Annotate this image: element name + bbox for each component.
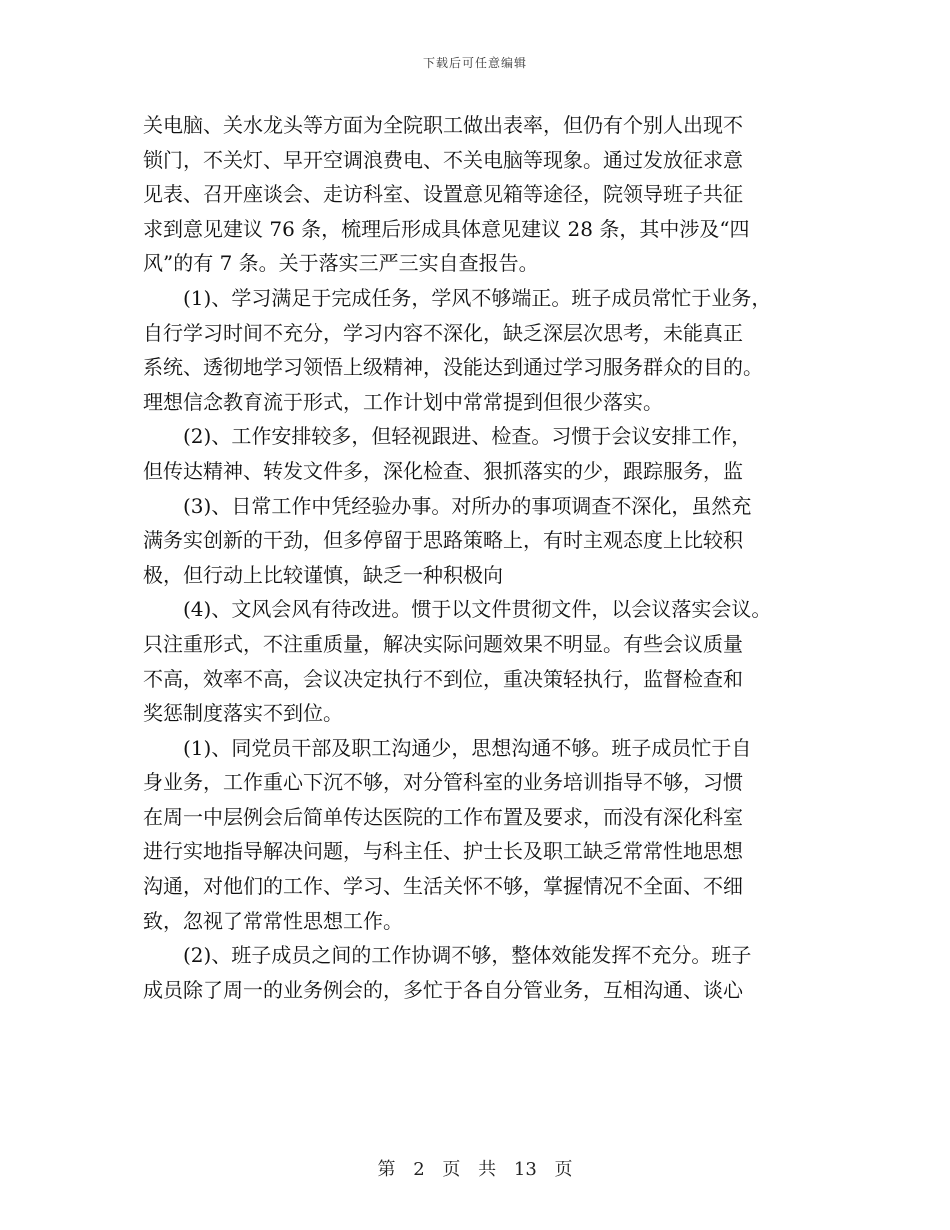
paragraph-line: 不高，效率不高，会议决定执行不到位，重决策轻执行，监督检查和 — [143, 666, 743, 691]
paragraph-line: 关电脑、关水龙头等方面为全院职工做出表率，但仍有个别人出现不 — [143, 113, 743, 137]
footer-label-prefix: 第 — [377, 1159, 396, 1180]
paragraph-line: 求到意见建议 76 条，梳理后形成具体意见建议 28 条，其中涉及“四 — [143, 216, 750, 241]
paragraph-line: (4)、文风会风有待改进。惯于以文件贯彻文件，以会议落实会议。 — [183, 597, 772, 622]
paragraph-line: 自行学习时间不充分，学习内容不深化，缺乏深层次思考，未能真正 — [143, 320, 743, 345]
paragraph-line: 但传达精神、转发文件多，深化检查、狠抓落实的少，跟踪服务，监 — [143, 458, 743, 483]
body-paragraph — [143, 938, 833, 1007]
document-body — [143, 108, 833, 1007]
paragraph-line: 系统、透彻地学习领悟上级精神，没能达到通过学习服务群众的目的。 — [143, 355, 763, 380]
paragraph-line: 风”的有 7 条。关于落实三严三实自查报告。 — [143, 251, 539, 276]
paragraph-line: 理想信念教育流于形式，工作计划中常常提到但很少落实。 — [143, 389, 663, 414]
body-paragraph — [143, 489, 833, 593]
paragraph-line: 满务实创新的干劲，但多停留于思路策略上，有时主观态度上比较积 — [143, 528, 743, 553]
paragraph-line: (3)、日常工作中凭经验办事。对所办的事项调查不深化，虽然充 — [183, 493, 752, 518]
paragraph-line: 致，忽视了常常性思想工作。 — [143, 908, 403, 933]
paragraph-line: (1)、学习满足于完成任务，学风不够端正。班子成员常忙于业务， — [183, 285, 772, 310]
body-paragraph — [143, 592, 833, 730]
paragraph-line: 极，但行动上比较谨慎，缺乏一种积极向 — [143, 562, 503, 587]
body-paragraph — [143, 731, 833, 939]
paragraph-line: (1)、同党员干部及职工沟通少，思想沟通不够。班子成员忙于自 — [183, 735, 752, 760]
body-paragraph — [143, 281, 833, 419]
footer-total-pages: 13 — [513, 1159, 537, 1180]
page-footer — [0, 1155, 950, 1181]
footer-label-page: 页 — [442, 1159, 461, 1180]
paragraph-line: 在周一中层例会后简单传达医院的工作布置及要求，而没有深化科室 — [143, 804, 743, 829]
body-paragraph — [143, 419, 833, 488]
paragraph-line: 见表、召开座谈会、走访科室、设置意见箱等途径，院领导班子共征 — [143, 182, 743, 207]
paragraph-line: 沟通，对他们的工作、学习、生活关怀不够，掌握情况不全面、不细 — [143, 874, 743, 899]
paragraph-line: 奖惩制度落实不到位。 — [143, 701, 343, 726]
footer-label-suffix: 页 — [554, 1159, 573, 1180]
paragraph-line: 进行实地指导解决问题，与科主任、护士长及职工缺乏常常性地思想 — [143, 839, 743, 864]
footer-page-number: 2 — [413, 1159, 425, 1180]
footer-label-total: 共 — [478, 1159, 497, 1180]
paragraph-line: 成员除了周一的业务例会的，多忙于各自分管业务，互相沟通、谈心 — [143, 977, 743, 1002]
paragraph-line: 锁门，不关灯、早开空调浪费电、不关电脑等现象。通过发放征求意 — [143, 147, 743, 172]
paragraph-line: (2)、工作安排较多，但轻视跟进、检查。习惯于会议安排工作， — [183, 424, 752, 449]
paragraph-line: (2)、班子成员之间的工作协调不够，整体效能发挥不充分。班子 — [183, 943, 752, 968]
page-header-note: 下载后可任意编辑 — [422, 56, 527, 70]
body-paragraph — [143, 108, 833, 281]
paragraph-line: 身业务，工作重心下沉不够，对分管科室的业务培训指导不够，习惯 — [143, 770, 743, 795]
paragraph-line: 只注重形式，不注重质量，解决实际问题效果不明显。有些会议质量 — [143, 631, 743, 656]
